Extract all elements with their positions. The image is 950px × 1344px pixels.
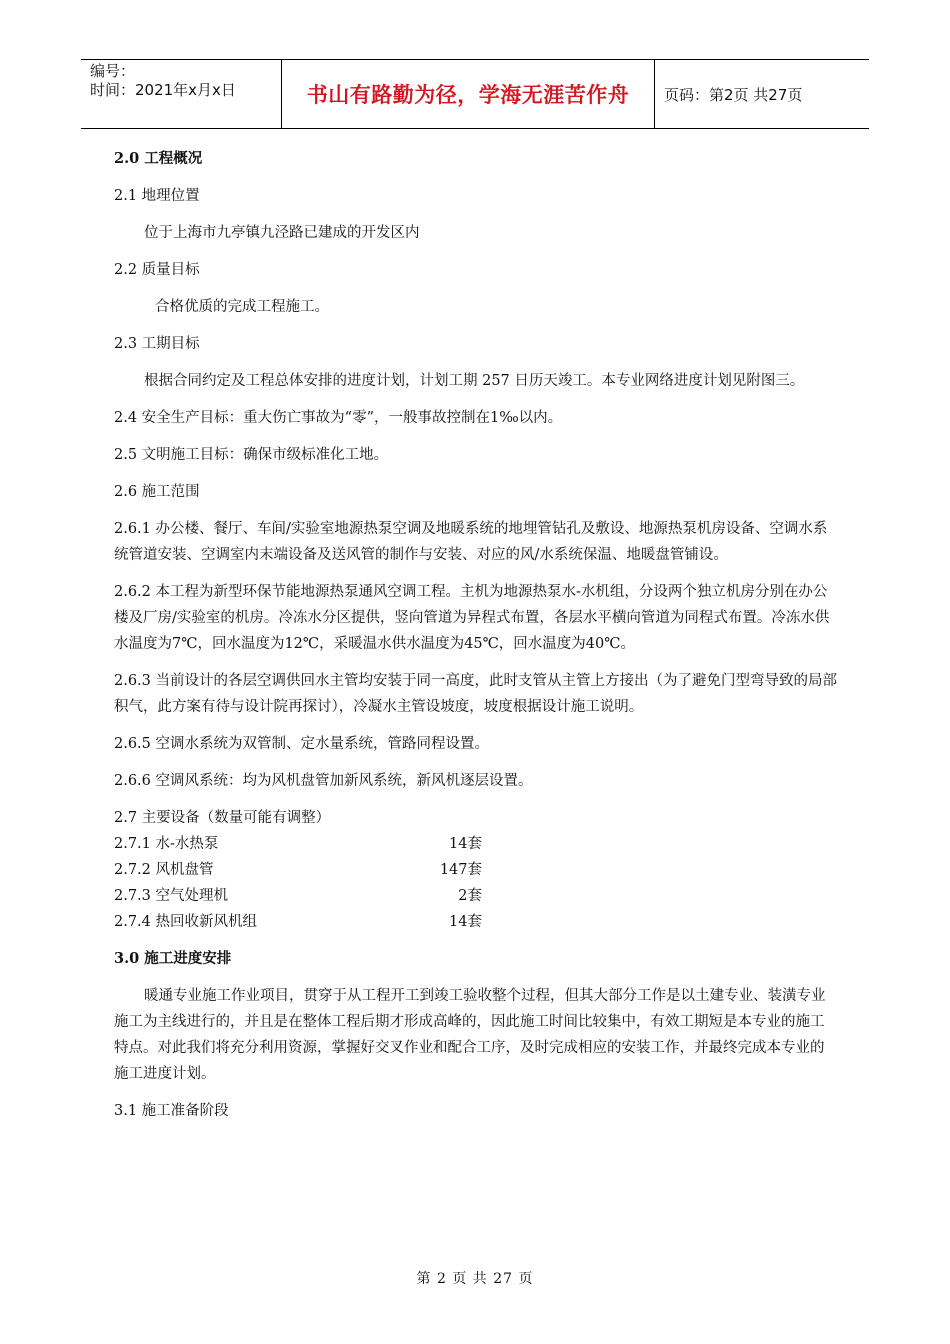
section-heading-3-0: 3.0 施工进度安排 — [114, 950, 232, 967]
scope-2-6-2: 2.6.2 本工程为新型环保节能地源热泵通风空调工程。主机为地源热泵水-水机组，分设两个独立机房分别在办公楼及厂房/实验室的机房。冷冻水分区提供，竖向管道为异程式布置，各层水平横向管道为同程式布置。冷冻水供水温度为7℃，回水温度为12℃，采暖温水供水温度为45℃，回水温度为40℃。 — [114, 584, 830, 652]
equipment-name: 2.7.3 空气处理机 — [114, 888, 229, 904]
scope-2-6-5: 2.6.5 空调水系统为双管制、定水量系统，管路同程设置。 — [114, 736, 490, 752]
header-meta — [81, 60, 281, 128]
equipment-row — [114, 883, 838, 909]
equipment-name: 2.7.4 热回收新风机组 — [114, 914, 258, 930]
document-body — [114, 146, 838, 1124]
section-heading-3-1: 3.1 施工准备阶段 — [114, 1103, 229, 1119]
section-heading-2-7: 2.7 主要设备（数量可能有调整） — [114, 810, 331, 826]
equipment-quantity: 14套 — [449, 914, 482, 930]
quality-goal-text: 合格优质的完成工程施工。 — [155, 299, 329, 315]
scope-2-6-1: 2.6.1 办公楼、餐厅、车间/实验室地源热泵空调及地暖系统的地埋管钻孔及敷设、地源热泵机房设备、空调水系统管道安装、空调室内末端设备及送风管的制作与安装、对应的风/水系统保温、地暖盘管铺设。 — [114, 521, 828, 563]
equipment-row — [114, 857, 838, 883]
progress-arrangement-text: 暖通专业施工作业项目，贯穿于从工程开工到竣工验收整个过程，但其大部分工作是以土建专业、装潢专业施工为主线进行的，并且是在整体工程后期才形成高峰的，因此施工时间比较集中，有效工期短是本专业的施工特点。对此我们将充分利用资源，掌握好交叉作业和配合工序，及时完成相应的安装工作，并最终完成本专业的施工进度计划。 — [114, 988, 826, 1082]
equipment-quantity: 14套 — [449, 836, 482, 852]
civilized-construction-goal: 2.5 文明施工目标：确保市级标准化工地。 — [114, 447, 389, 463]
scope-2-6-3: 2.6.3 当前设计的各层空调供回水主管均安装于同一高度，此时支管从主管上方接出（为了避免门型弯导致的局部积气，此方案有待与设计院再探讨），冷凝水主管设坡度，坡度根据设计施工说明。 — [114, 673, 837, 715]
equipment-name: 2.7.2 风机盘管 — [114, 862, 214, 878]
section-heading-2-1: 2.1 地理位置 — [114, 188, 200, 204]
safety-goal: 2.4 安全生产目标：重大伤亡事故为“零”，一般事故控制在1‰以内。 — [114, 410, 563, 426]
header-page-info: 页码：第2页 共27页 — [664, 85, 803, 104]
equipment-row — [114, 909, 838, 935]
scope-2-6-6: 2.6.6 空调风系统：均为风机盘管加新风系统，新风机逐层设置。 — [114, 773, 533, 789]
schedule-goal-text: 根据合同约定及工程总体安排的进度计划，计划工期 257 日历天竣工。本专业网络进度计划见附图三。 — [144, 373, 805, 389]
equipment-quantity: 147套 — [439, 862, 482, 878]
section-heading-2-2: 2.2 质量目标 — [114, 262, 200, 278]
page-footer: 第 2 页 共 27 页 — [416, 1271, 534, 1287]
equipment-name: 2.7.1 水-水热泵 — [114, 836, 219, 852]
equipment-quantity: 2套 — [458, 888, 482, 904]
document-time-label: 时间：2021年x月x日 — [90, 81, 236, 99]
section-heading-2-6: 2.6 施工范围 — [114, 484, 200, 500]
section-heading-2-3: 2.3 工期目标 — [114, 336, 200, 352]
section-heading-2-0: 2.0 工程概况 — [114, 150, 203, 167]
header-motto: 书山有路勤为径，学海无涯苦作舟 — [281, 60, 655, 128]
equipment-row — [114, 831, 838, 857]
document-number-label: 编号： — [90, 62, 136, 80]
location-text: 位于上海市九亭镇九泾路已建成的开发区内 — [144, 225, 420, 241]
page-header — [81, 59, 869, 129]
